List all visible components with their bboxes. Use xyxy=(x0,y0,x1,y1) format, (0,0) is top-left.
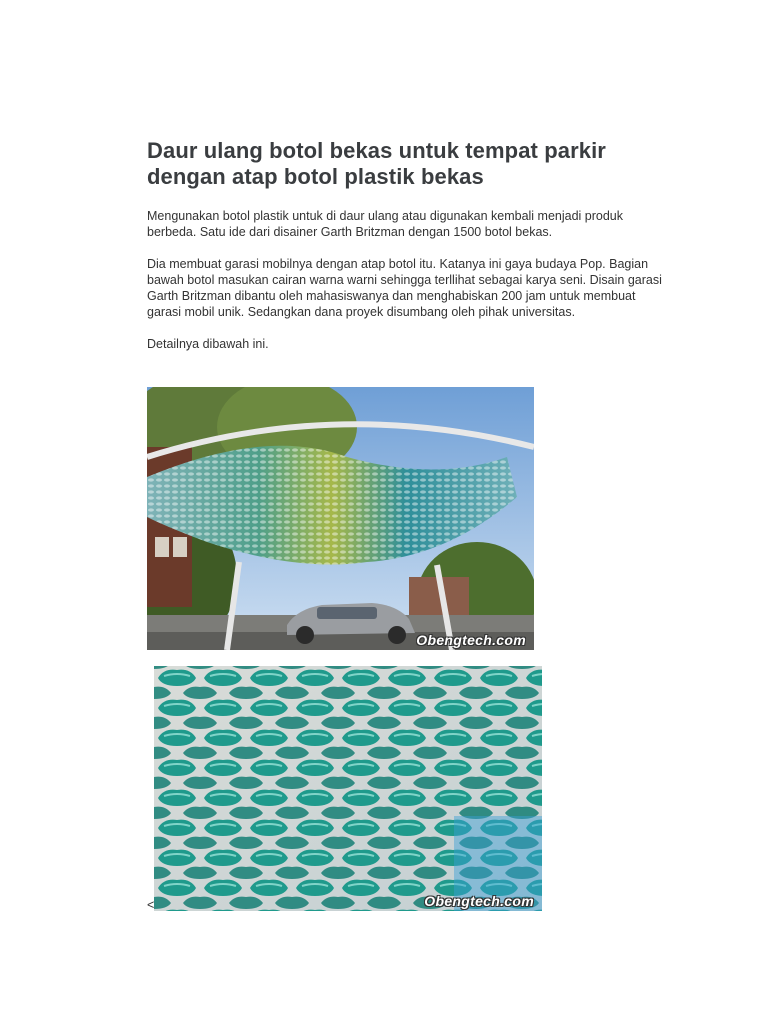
bottle-bottoms-closeup-photo xyxy=(154,666,542,911)
article-title: Daur ulang botol bekas untuk tempat parkir dengan atap botol plastik bekas xyxy=(147,138,606,189)
article-paragraph-details: Dia membuat garasi mobilnya dengan atap botol itu. Katanya ini gaya budaya Pop. Bagian bawah botol masukan cairan warna warni sehingga terllihat sebagai karya seni. Disain garasi Garth Britzman dibantu oleh mahasiswanya dan menghabiskan 200 jam untuk membuat garasi mobil unik. Sedangkan dana proyek disumbang oleh pihak universitas. xyxy=(147,257,662,319)
watermark-text: Obengtech.com xyxy=(424,893,534,909)
article xyxy=(147,138,667,352)
watermark-text: Obengtech.com xyxy=(416,632,526,648)
article-paragraph-lead-in: Detailnya dibawah ini. xyxy=(147,337,269,351)
article-paragraph-intro: Mengunakan botol plastik untuk di daur ulang atau digunakan kembali menjadi produk berbeda. Satu ide dari disainer Garth Britzman dengan 1500 botol bekas. xyxy=(147,209,624,239)
stray-character: < xyxy=(147,898,155,912)
bottle-canopy-photo xyxy=(147,387,534,650)
